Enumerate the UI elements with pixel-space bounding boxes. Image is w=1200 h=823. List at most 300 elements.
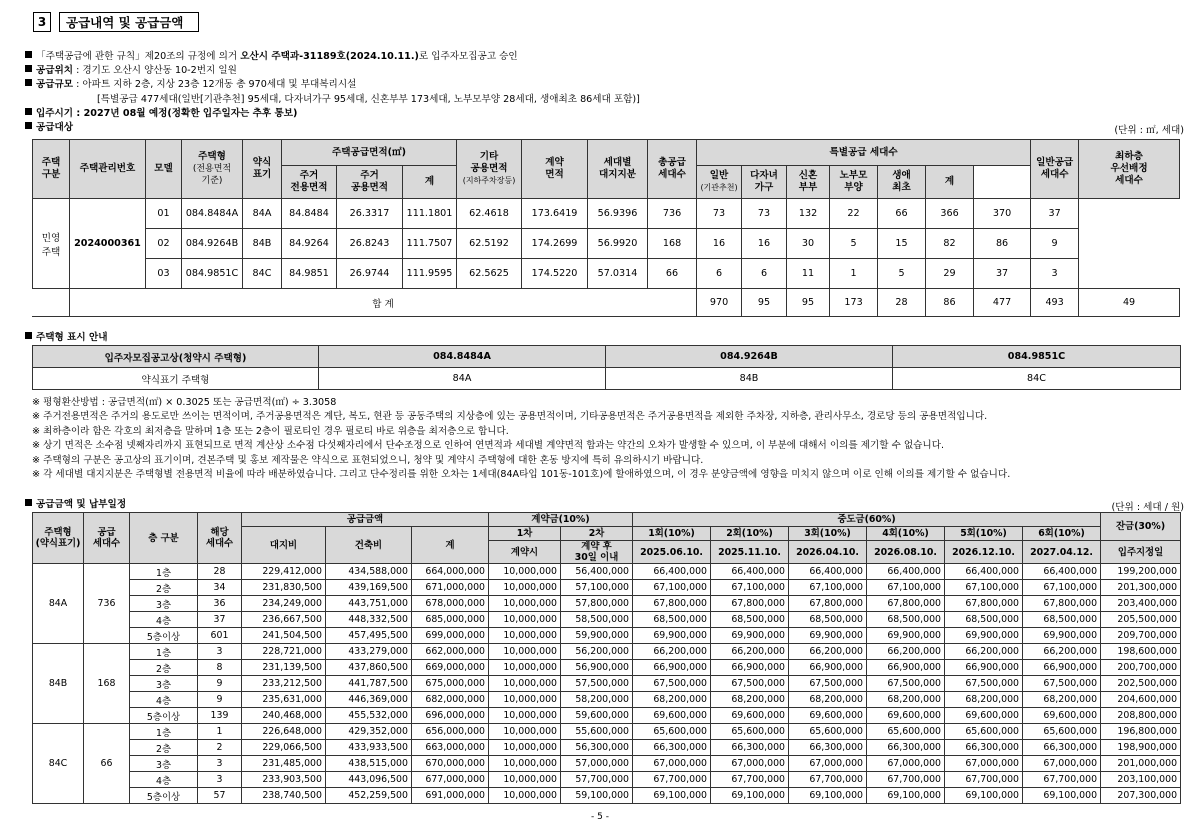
price-cell: 36 [198, 596, 242, 612]
price-cell: 198,900,000 [1101, 740, 1181, 756]
note-line: ※ 각 세대별 대지지분은 주택형별 전용면적 비율에 따라 배분하였습니다. 그리고 단수정리를 위한 오차는 1세대(84A타입 101동-101호)에 할애하였으며, 이 경우 분양금액에 영향을 미치지 않으며 이로 인해 이의를 제기할 수 없습니다. [32, 469, 1011, 481]
col-sp-elderly: 노부모 부양 [830, 166, 878, 199]
price-cell: 441,787,500 [326, 676, 412, 692]
supply-cell: 15 [878, 229, 926, 259]
price-type-cell: 84A [33, 564, 84, 644]
type-display-heading: 주택형 표시 안내 [25, 331, 1185, 345]
price-cell: 66,400,000 [789, 564, 867, 580]
col-deposit-group: 계약금(10%) [489, 513, 633, 527]
col-balance-when: 입주지정일 [1101, 541, 1181, 564]
price-cell: 433,933,500 [326, 740, 412, 756]
type-display-cell: 084.9851C [893, 346, 1181, 368]
type-display-label-2: 약식표기 주택형 [33, 368, 319, 390]
price-cell: 439,169,500 [326, 580, 412, 596]
price-cell: 457,495,500 [326, 628, 412, 644]
price-cell: 69,600,000 [1023, 708, 1101, 724]
price-cell: 207,300,000 [1101, 788, 1181, 804]
price-cell: 203,100,000 [1101, 772, 1181, 788]
supply-cell: 37 [1031, 199, 1079, 229]
price-cell: 9 [198, 692, 242, 708]
price-cell: 443,096,500 [326, 772, 412, 788]
price-cell: 196,800,000 [1101, 724, 1181, 740]
price-cell: 67,800,000 [867, 596, 945, 612]
price-cell: 443,751,000 [326, 596, 412, 612]
notes [32, 396, 1010, 482]
price-cell: 669,000,000 [412, 660, 489, 676]
supply-cell: 73 [742, 199, 787, 229]
price-cell: 68,200,000 [1023, 692, 1101, 708]
price-cell: 65,600,000 [711, 724, 789, 740]
price-cell: 65,600,000 [789, 724, 867, 740]
col-type: 주택형 (전용면적 기준) [182, 140, 243, 199]
price-cell: 10,000,000 [489, 612, 561, 628]
price-cell: 69,900,000 [1023, 628, 1101, 644]
price-cell: 66,900,000 [1023, 660, 1101, 676]
price-cell: 204,600,000 [1101, 692, 1181, 708]
bullet-square-icon [25, 108, 32, 115]
price-cell: 67,500,000 [711, 676, 789, 692]
price-cell: 67,700,000 [867, 772, 945, 788]
price-cell: 55,600,000 [561, 724, 633, 740]
price-cell: 663,000,000 [412, 740, 489, 756]
price-cell: 69,600,000 [633, 708, 711, 724]
price-cell: 67,800,000 [789, 596, 867, 612]
col-land-price: 대지비 [242, 527, 326, 564]
price-cell: 69,600,000 [945, 708, 1023, 724]
col-floor: 층 구분 [130, 513, 198, 564]
price-cell: 429,352,000 [326, 724, 412, 740]
col-mid-1-date: 2025.06.10. [633, 541, 711, 564]
section-header [33, 11, 199, 33]
price-cell: 69,900,000 [867, 628, 945, 644]
price-cell: 233,903,500 [242, 772, 326, 788]
price-cell: 66,200,000 [711, 644, 789, 660]
price-cell: 66,200,000 [789, 644, 867, 660]
price-cell: 67,000,000 [711, 756, 789, 772]
supply-cell: 16 [697, 229, 742, 259]
price-cell: 65,600,000 [1023, 724, 1101, 740]
price-cell: 66,300,000 [633, 740, 711, 756]
price-cell: 3층 [130, 756, 198, 772]
col-common: 주거 공용면적 [337, 166, 403, 199]
supply-cell: 6 [697, 259, 742, 289]
price-cell: 69,600,000 [867, 708, 945, 724]
col-mid-3: 3회(10%) [789, 527, 867, 541]
price-cell: 67,100,000 [1023, 580, 1101, 596]
price-cell: 69,900,000 [789, 628, 867, 644]
price-cell: 205,500,000 [1101, 612, 1181, 628]
price-cell: 69,100,000 [867, 788, 945, 804]
sum-cell: 95 [742, 289, 787, 317]
price-cell: 10,000,000 [489, 692, 561, 708]
type-display-cell: 084.8484A [319, 346, 606, 368]
col-amount-group: 공급금액 [242, 513, 489, 527]
price-cell: 66,300,000 [867, 740, 945, 756]
price-cell: 69,100,000 [789, 788, 867, 804]
price-cell: 69,100,000 [711, 788, 789, 804]
price-cell: 69,100,000 [633, 788, 711, 804]
price-row [33, 596, 1181, 612]
supply-cell: 1 [830, 259, 878, 289]
price-cell: 67,800,000 [633, 596, 711, 612]
price-cell: 228,721,000 [242, 644, 326, 660]
type-display-cell: 084.9264B [606, 346, 893, 368]
col-mid-3-date: 2026.04.10. [789, 541, 867, 564]
bullet-square-icon [25, 332, 32, 339]
supply-cell: 02 [146, 229, 182, 259]
col-dep1: 1차 [489, 527, 561, 541]
supply-cell: 56.9920 [588, 229, 648, 259]
note-line: ※ 최하층이라 함은 각호의 최저층을 말하며 1층 또는 2층이 필로티인 경우 필로티 바로 위층을 최저층으로 합니다. [32, 425, 509, 437]
supply-cell: 62.5192 [457, 229, 522, 259]
price-cell: 57,000,000 [561, 756, 633, 772]
price-cell: 438,515,000 [326, 756, 412, 772]
price-cell: 231,485,000 [242, 756, 326, 772]
price-cell: 67,700,000 [789, 772, 867, 788]
price-cell: 67,000,000 [633, 756, 711, 772]
price-cell: 28 [198, 564, 242, 580]
price-cell: 664,000,000 [412, 564, 489, 580]
supply-row [33, 199, 1180, 229]
col-balance: 잔금(30%) [1101, 513, 1181, 541]
price-cell: 8 [198, 660, 242, 676]
price-row [33, 564, 1181, 580]
price-cell: 66,200,000 [867, 644, 945, 660]
price-cell: 226,648,000 [242, 724, 326, 740]
price-cell: 34 [198, 580, 242, 596]
price-cell: 68,200,000 [789, 692, 867, 708]
unit-label: (단위 : ㎡, 세대) [1114, 125, 1184, 136]
price-cell: 66,900,000 [711, 660, 789, 676]
price-cell: 235,631,000 [242, 692, 326, 708]
type-display-table [32, 345, 1181, 390]
supply-row [33, 259, 1180, 289]
price-cell: 1층 [130, 724, 198, 740]
supply-cell: 62.4618 [457, 199, 522, 229]
price-unit-label: (단위 : 세대 / 원) [1111, 502, 1184, 513]
price-cell: 682,000,000 [412, 692, 489, 708]
price-cell: 5층이상 [130, 628, 198, 644]
price-row [33, 724, 1181, 740]
price-cell: 446,369,000 [326, 692, 412, 708]
col-units: 해당 세대수 [198, 513, 242, 564]
col-mid-5: 5회(10%) [945, 527, 1023, 541]
supply-cell: 66 [648, 259, 697, 289]
supply-cell: 03 [146, 259, 182, 289]
price-cell: 66,300,000 [711, 740, 789, 756]
supply-cell: 11 [787, 259, 830, 289]
supply-cell: 173.6419 [522, 199, 588, 229]
price-cell: 433,279,000 [326, 644, 412, 660]
price-cell: 10,000,000 [489, 676, 561, 692]
col-sp-newlywed: 신혼 부부 [787, 166, 830, 199]
supply-cell: 111.9595 [403, 259, 457, 289]
scale-line: 공급규모 : 아파트 지하 2층, 지상 23층 12개동 총 970세대 및 부대복리시설 [25, 78, 1185, 92]
price-type-cell: 84B [33, 644, 84, 724]
price-cell: 69,100,000 [945, 788, 1023, 804]
price-cell: 58,500,000 [561, 612, 633, 628]
col-house-kind: 주택 구분 [33, 140, 70, 199]
price-cell: 1 [198, 724, 242, 740]
price-row [33, 740, 1181, 756]
price-cell: 10,000,000 [489, 580, 561, 596]
supply-cell: 84C [243, 259, 282, 289]
price-cell: 209,700,000 [1101, 628, 1181, 644]
price-cell: 437,860,500 [326, 660, 412, 676]
supply-cell: 29 [926, 259, 974, 289]
price-cell: 68,500,000 [867, 612, 945, 628]
sum-label: 합 계 [70, 289, 697, 317]
price-cell: 68,500,000 [633, 612, 711, 628]
price-cell: 56,200,000 [561, 644, 633, 660]
price-cell: 241,504,500 [242, 628, 326, 644]
col-mid-5-date: 2026.12.10. [945, 541, 1023, 564]
price-cell: 10,000,000 [489, 564, 561, 580]
price-cell: 2층 [130, 580, 198, 596]
supply-cell: 37 [974, 259, 1031, 289]
price-cell: 240,468,000 [242, 708, 326, 724]
price-cell: 68,500,000 [711, 612, 789, 628]
house-kind-cell: 민영 주택 [33, 199, 70, 289]
price-cell: 67,100,000 [867, 580, 945, 596]
col-exclusive: 주거 전용면적 [282, 166, 337, 199]
price-cell: 69,900,000 [711, 628, 789, 644]
price-heading: 공급금액 및 납부일정 [25, 498, 1185, 512]
price-cell: 65,600,000 [945, 724, 1023, 740]
price-cell: 66,900,000 [633, 660, 711, 676]
price-type-cell: 84C [33, 724, 84, 804]
price-cell: 65,600,000 [867, 724, 945, 740]
supply-cell: 3 [1031, 259, 1079, 289]
price-cell: 601 [198, 628, 242, 644]
price-row [33, 756, 1181, 772]
supply-cell: 16 [742, 229, 787, 259]
price-cell: 66,200,000 [633, 644, 711, 660]
price-supply-cell: 66 [84, 724, 130, 804]
bullet-square-icon [25, 79, 32, 86]
move-in-line: 입주시기 : 2027년 08월 예정(정확한 입주일자는 추후 통보) [25, 107, 1185, 121]
supply-cell: 26.9744 [337, 259, 403, 289]
supply-cell: 84.9264 [282, 229, 337, 259]
price-cell: 696,000,000 [412, 708, 489, 724]
price-cell: 199,200,000 [1101, 564, 1181, 580]
price-cell: 10,000,000 [489, 724, 561, 740]
target-line: 공급대상 [25, 121, 1185, 135]
price-cell: 231,830,500 [242, 580, 326, 596]
col-dep2: 2차 [561, 527, 633, 541]
supply-row [33, 229, 1180, 259]
price-cell: 66,400,000 [945, 564, 1023, 580]
price-cell: 10,000,000 [489, 740, 561, 756]
col-model: 모델 [146, 140, 182, 199]
price-cell: 67,100,000 [945, 580, 1023, 596]
price-cell: 662,000,000 [412, 644, 489, 660]
price-cell: 455,532,000 [326, 708, 412, 724]
price-cell: 10,000,000 [489, 756, 561, 772]
supply-cell: 132 [787, 199, 830, 229]
price-cell: 67,500,000 [867, 676, 945, 692]
price-cell: 3층 [130, 596, 198, 612]
sum-cell: 477 [974, 289, 1031, 317]
price-cell: 68,500,000 [1023, 612, 1101, 628]
supply-cell: 5 [878, 259, 926, 289]
supply-cell: 5 [830, 229, 878, 259]
col-mid-4: 4회(10%) [867, 527, 945, 541]
price-cell: 58,200,000 [561, 692, 633, 708]
price-cell: 67,500,000 [789, 676, 867, 692]
price-cell: 671,000,000 [412, 580, 489, 596]
price-cell: 66,400,000 [711, 564, 789, 580]
type-display-cell: 84B [606, 368, 893, 390]
col-mid-6: 6회(10%) [1023, 527, 1101, 541]
supply-cell: 9 [1031, 229, 1079, 259]
col-special-group: 특별공급 세대수 [697, 140, 1031, 166]
supply-cell: 736 [648, 199, 697, 229]
price-cell: 67,700,000 [945, 772, 1023, 788]
col-mid-1: 1회(10%) [633, 527, 711, 541]
col-contract: 계약 면적 [522, 140, 588, 199]
price-cell: 67,800,000 [945, 596, 1023, 612]
col-land: 세대별 대지지분 [588, 140, 648, 199]
price-cell: 10,000,000 [489, 628, 561, 644]
price-cell: 67,500,000 [1023, 676, 1101, 692]
price-cell: 1층 [130, 564, 198, 580]
price-row [33, 644, 1181, 660]
price-cell: 685,000,000 [412, 612, 489, 628]
sum-cell: 493 [1031, 289, 1079, 317]
price-cell: 68,200,000 [711, 692, 789, 708]
col-dep2-when: 계약 후 30일 이내 [561, 541, 633, 564]
col-short: 약식 표기 [243, 140, 282, 199]
col-mid-2-date: 2025.11.10. [711, 541, 789, 564]
note-line: ※ 상기 면적은 소수점 넷째자리까지 표현되므로 면적 계산상 소수점 다섯째자리에서 단수조정으로 인하여 연면적과 세대별 계약면적 합과는 약간의 오차가 발생할 수 있으며, 이 부분에 대해서 이의를 제기할 수 없습니다. [32, 440, 945, 452]
price-cell: 10,000,000 [489, 596, 561, 612]
price-cell: 66,300,000 [789, 740, 867, 756]
supply-cell: 84B [243, 229, 282, 259]
price-cell: 66,300,000 [1023, 740, 1101, 756]
price-cell: 3 [198, 772, 242, 788]
price-table [32, 512, 1181, 804]
price-cell: 57 [198, 788, 242, 804]
price-cell: 198,600,000 [1101, 644, 1181, 660]
supply-cell: 26.3317 [337, 199, 403, 229]
price-cell: 66,400,000 [633, 564, 711, 580]
supply-cell: 66 [878, 199, 926, 229]
price-cell: 66,900,000 [945, 660, 1023, 676]
price-row [33, 708, 1181, 724]
note-line: ※ 주택형의 구분은 공고상의 표기이며, 견본주택 및 홍보 제작물은 약식으로 표현되었으니, 청약 및 계약시 주택형에 대한 혼동 방지에 특히 유의하시기 바랍니다. [32, 454, 704, 466]
supply-cell: 111.1801 [403, 199, 457, 229]
approval-line: 「주택공급에 관한 규칙」제20조의 규정에 의거 오산시 주택과-31189호(2024.10.11.)로 입주자모집공고 승인 [25, 50, 1185, 64]
price-cell: 69,900,000 [945, 628, 1023, 644]
col-mid-group: 중도금(60%) [633, 513, 1101, 527]
sum-cell: 95 [787, 289, 830, 317]
price-cell: 201,300,000 [1101, 580, 1181, 596]
price-cell: 66,900,000 [789, 660, 867, 676]
sum-cell: 49 [1079, 289, 1180, 317]
price-cell: 670,000,000 [412, 756, 489, 772]
price-cell: 68,500,000 [945, 612, 1023, 628]
col-sp-sum: 계 [926, 166, 974, 199]
price-cell: 2 [198, 740, 242, 756]
col-price-supply: 공급 세대수 [84, 513, 130, 564]
price-cell: 66,200,000 [945, 644, 1023, 660]
price-cell: 229,066,500 [242, 740, 326, 756]
col-mid-6-date: 2027.04.12. [1023, 541, 1101, 564]
price-cell: 66,900,000 [867, 660, 945, 676]
price-cell: 67,100,000 [711, 580, 789, 596]
supply-cell: 6 [742, 259, 787, 289]
price-cell: 448,332,500 [326, 612, 412, 628]
price-cell: 677,000,000 [412, 772, 489, 788]
price-cell: 231,139,500 [242, 660, 326, 676]
col-mid-2: 2회(10%) [711, 527, 789, 541]
price-cell: 67,100,000 [633, 580, 711, 596]
price-cell: 57,700,000 [561, 772, 633, 788]
price-cell: 67,000,000 [789, 756, 867, 772]
col-sp-general: 일반 (기관추천) [697, 166, 742, 199]
type-display-cell: 84A [319, 368, 606, 390]
price-cell: 66,400,000 [867, 564, 945, 580]
supply-cell: 56.9396 [588, 199, 648, 229]
price-cell: 59,600,000 [561, 708, 633, 724]
col-building-price: 건축비 [326, 527, 412, 564]
price-cell: 4층 [130, 612, 198, 628]
price-cell: 56,300,000 [561, 740, 633, 756]
col-general: 일반공급 세대수 [1031, 140, 1079, 199]
sum-cell: 28 [878, 289, 926, 317]
price-cell: 1층 [130, 644, 198, 660]
price-cell: 66,400,000 [1023, 564, 1101, 580]
price-cell: 66,200,000 [1023, 644, 1101, 660]
bullet-square-icon [25, 122, 32, 129]
section-number: 3 [33, 12, 51, 32]
price-cell: 68,500,000 [789, 612, 867, 628]
price-supply-cell: 736 [84, 564, 130, 644]
price-cell: 57,800,000 [561, 596, 633, 612]
price-row [33, 580, 1181, 596]
supply-cell: 22 [830, 199, 878, 229]
price-cell: 37 [198, 612, 242, 628]
price-cell: 67,700,000 [633, 772, 711, 788]
col-dep1-when: 계약시 [489, 541, 561, 564]
price-cell: 691,000,000 [412, 788, 489, 804]
supply-cell: 73 [697, 199, 742, 229]
supply-cell: 366 [926, 199, 974, 229]
price-cell: 59,100,000 [561, 788, 633, 804]
price-row [33, 628, 1181, 644]
supply-cell: 30 [787, 229, 830, 259]
sum-cell: 173 [830, 289, 878, 317]
price-cell: 10,000,000 [489, 708, 561, 724]
price-cell: 10,000,000 [489, 660, 561, 676]
page-number: - 5 - [591, 812, 609, 822]
price-cell: 57,500,000 [561, 676, 633, 692]
price-cell: 69,900,000 [633, 628, 711, 644]
price-cell: 9 [198, 676, 242, 692]
type-display-label-1: 입주자모집공고상(청약시 주택형) [33, 346, 319, 368]
col-total: 총공급 세대수 [648, 140, 697, 199]
supply-table [32, 139, 1180, 317]
price-cell: 656,000,000 [412, 724, 489, 740]
supply-cell: 111.7507 [403, 229, 457, 259]
supply-cell: 01 [146, 199, 182, 229]
price-row [33, 612, 1181, 628]
price-cell: 67,800,000 [1023, 596, 1101, 612]
price-cell: 2층 [130, 740, 198, 756]
price-row [33, 692, 1181, 708]
col-mid-4-date: 2026.08.10. [867, 541, 945, 564]
